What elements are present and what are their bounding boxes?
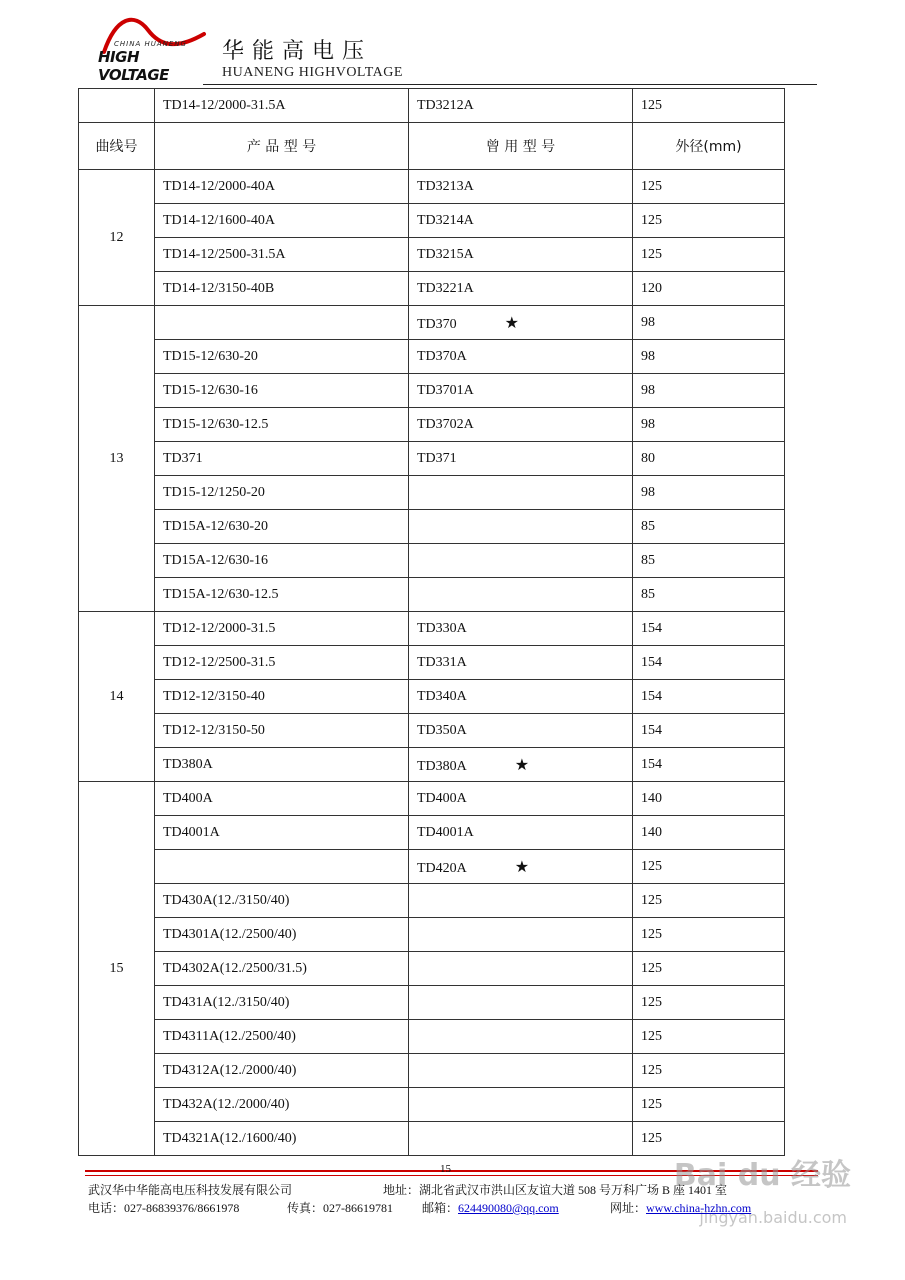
diameter-cell: 140 [633, 816, 785, 850]
model-cell: TD371 [155, 442, 409, 476]
old-model-cell [409, 1054, 633, 1088]
model-cell: TD15A-12/630-20 [155, 510, 409, 544]
model-cell: TD14-12/2000-40A [155, 170, 409, 204]
table-row [79, 646, 785, 680]
table-row [79, 476, 785, 510]
table-row [79, 442, 785, 476]
old-model-text: TD3702A [417, 416, 474, 432]
model-cell: TD12-12/2500-31.5 [155, 646, 409, 680]
old-model-text: TD340A [417, 688, 467, 704]
model-cell: TD431A(12./3150/40) [155, 986, 409, 1020]
star-icon: ★ [514, 858, 530, 876]
old-model-cell [409, 476, 633, 510]
curve-cell: 13 [79, 306, 155, 612]
diameter-cell: 125 [633, 170, 785, 204]
model-cell: TD14-12/3150-40B [155, 272, 409, 306]
old-model-cell [409, 340, 633, 374]
diameter-cell: 125 [633, 986, 785, 1020]
model-cell: TD12-12/3150-40 [155, 680, 409, 714]
header-model: 产 品 型 号 [155, 123, 409, 170]
logo-small-text: CHINA HUANENG [114, 40, 187, 48]
diameter-cell: 125 [633, 238, 785, 272]
footer-company: 武汉华中华能高电压科技发展有限公司 [88, 1183, 293, 1197]
old-model-cell [409, 442, 633, 476]
table-row [79, 884, 785, 918]
old-model-text: TD3213A [417, 178, 474, 194]
table-row [79, 612, 785, 646]
model-cell [155, 306, 409, 340]
table-row [79, 1088, 785, 1122]
old-model-cell [409, 510, 633, 544]
diameter-cell: 125 [633, 204, 785, 238]
old-model-cell [409, 1122, 633, 1156]
diameter-cell: 98 [633, 306, 785, 340]
table-row [79, 680, 785, 714]
model-cell: TD12-12/3150-50 [155, 714, 409, 748]
diameter-cell: 154 [633, 748, 785, 782]
old-model-text: TD3221A [417, 280, 474, 296]
email-label: 邮箱： [422, 1201, 459, 1215]
star-icon: ★ [514, 756, 530, 774]
diameter-cell: 125 [633, 884, 785, 918]
product-table [78, 88, 785, 1156]
model-cell: TD430A(12./3150/40) [155, 884, 409, 918]
old-model-cell [409, 952, 633, 986]
footer-fax: 传真：027-86619781 [287, 1201, 393, 1215]
table-row [79, 170, 785, 204]
company-name-en: HUANENG HIGHVOLTAGE [222, 65, 403, 80]
diameter-cell: 140 [633, 782, 785, 816]
model-cell: TD4321A(12./1600/40) [155, 1122, 409, 1156]
header-divider [203, 84, 817, 85]
watermark-logo: Bai du 经验 [673, 1158, 851, 1193]
model-cell: TD12-12/2000-31.5 [155, 612, 409, 646]
table-row [79, 748, 785, 782]
curve-cell: 12 [79, 170, 155, 306]
old-model-text: TD380A [417, 758, 467, 774]
header-curve: 曲线号 [79, 123, 155, 170]
diameter-cell: 85 [633, 510, 785, 544]
header-diameter: 外径(mm) [633, 123, 785, 170]
old-model-cell [409, 680, 633, 714]
old-model-text: TD371 [417, 450, 457, 466]
table-row [79, 340, 785, 374]
diameter-cell: 154 [633, 680, 785, 714]
table-row [79, 408, 785, 442]
diameter-cell: 125 [633, 952, 785, 986]
table-row [79, 714, 785, 748]
diameter-cell: 125 [633, 850, 785, 884]
watermark-url: jingyan.baidu.com [699, 1208, 847, 1227]
old-model-cell [409, 204, 633, 238]
curve-cell [79, 89, 155, 123]
page-header [0, 0, 905, 90]
header-old-model: 曾 用 型 号 [409, 123, 633, 170]
table-row [79, 306, 785, 340]
old-model-cell [409, 850, 633, 884]
model-cell: TD380A [155, 748, 409, 782]
old-model-cell [409, 918, 633, 952]
old-model-cell [409, 612, 633, 646]
model-cell: TD15A-12/630-12.5 [155, 578, 409, 612]
old-model-cell: TD3212A [409, 89, 633, 123]
old-model-cell [409, 714, 633, 748]
model-cell: TD4311A(12./2500/40) [155, 1020, 409, 1054]
old-model-cell [409, 646, 633, 680]
table-row [79, 952, 785, 986]
table-row [79, 850, 785, 884]
footer-email [422, 1199, 559, 1216]
model-cell: TD15-12/630-20 [155, 340, 409, 374]
web-link[interactable]: www.china-hzhn.com [646, 1201, 752, 1215]
old-model-text: TD400A [417, 790, 467, 806]
diameter-cell: 154 [633, 612, 785, 646]
old-model-cell [409, 374, 633, 408]
table-row [79, 272, 785, 306]
model-cell: TD15-12/1250-20 [155, 476, 409, 510]
diameter-cell: 80 [633, 442, 785, 476]
model-cell: TD4001A [155, 816, 409, 850]
table-row [79, 374, 785, 408]
old-model-text: TD370A [417, 348, 467, 364]
diameter-cell: 154 [633, 714, 785, 748]
curve-cell: 14 [79, 612, 155, 782]
table-row [79, 510, 785, 544]
old-model-cell [409, 748, 633, 782]
company-name-cn: 华能高电压 [222, 39, 373, 64]
old-model-text: TD331A [417, 654, 467, 670]
diameter-cell: 125 [633, 918, 785, 952]
table-row [79, 918, 785, 952]
model-cell: TD4301A(12./2500/40) [155, 918, 409, 952]
diameter-cell: 120 [633, 272, 785, 306]
old-model-text: TD370 [417, 316, 457, 332]
model-cell: TD15-12/630-16 [155, 374, 409, 408]
old-model-text: TD350A [417, 722, 467, 738]
old-model-cell [409, 884, 633, 918]
model-cell: TD400A [155, 782, 409, 816]
diameter-cell: 98 [633, 408, 785, 442]
old-model-cell [409, 238, 633, 272]
diameter-cell: 125 [633, 1020, 785, 1054]
model-cell: TD14-12/1600-40A [155, 204, 409, 238]
old-model-cell [409, 578, 633, 612]
model-cell: TD14-12/2500-31.5A [155, 238, 409, 272]
old-model-text: TD330A [417, 620, 467, 636]
table-header-row [79, 123, 785, 170]
old-model-text: TD3214A [417, 212, 474, 228]
model-cell: TD4302A(12./2500/31.5) [155, 952, 409, 986]
diameter-cell: 85 [633, 544, 785, 578]
diameter-cell: 98 [633, 374, 785, 408]
diameter-cell: 98 [633, 340, 785, 374]
old-model-text: TD3701A [417, 382, 474, 398]
footer-address: 地址：湖北省武汉市洪山区友谊大道 508 号万科广场 B 座 1401 室 [383, 1183, 728, 1197]
model-cell: TD14-12/2000-31.5A [155, 89, 409, 123]
table-row [79, 544, 785, 578]
diameter-cell: 98 [633, 476, 785, 510]
company-logo [96, 12, 214, 84]
diameter-cell: 125 [633, 1122, 785, 1156]
diameter-cell: 125 [633, 1054, 785, 1088]
diameter-cell: 154 [633, 646, 785, 680]
old-model-cell [409, 816, 633, 850]
diameter-cell: 125 [633, 89, 785, 123]
table-row [79, 816, 785, 850]
table-row [79, 1020, 785, 1054]
table-row [79, 1054, 785, 1088]
email-link[interactable]: 624490080@qq.com [458, 1201, 559, 1215]
old-model-cell [409, 306, 633, 340]
diameter-cell: 125 [633, 1088, 785, 1122]
table-row [79, 238, 785, 272]
table-row [79, 204, 785, 238]
old-model-text: TD4001A [417, 824, 474, 840]
diameter-cell: 85 [633, 578, 785, 612]
old-model-cell [409, 544, 633, 578]
table-row [79, 89, 785, 123]
table-row [79, 782, 785, 816]
model-cell: TD4312A(12./2000/40) [155, 1054, 409, 1088]
logo-big-text: HIGH VOLTAGE [98, 48, 169, 84]
old-model-cell [409, 782, 633, 816]
old-model-text: TD3215A [417, 246, 474, 262]
model-cell: TD15A-12/630-16 [155, 544, 409, 578]
old-model-cell [409, 1088, 633, 1122]
model-cell [155, 850, 409, 884]
web-label: 网址： [610, 1201, 647, 1215]
table-row [79, 986, 785, 1020]
curve-cell: 15 [79, 782, 155, 1156]
model-cell: TD432A(12./2000/40) [155, 1088, 409, 1122]
page-number: 15 [440, 1163, 451, 1175]
table-row [79, 578, 785, 612]
star-icon: ★ [504, 314, 520, 332]
old-model-cell [409, 986, 633, 1020]
old-model-cell [409, 408, 633, 442]
old-model-cell [409, 170, 633, 204]
old-model-text: TD420A [417, 860, 467, 876]
footer-phone: 电话：027-86839376/8661978 [88, 1201, 240, 1215]
old-model-cell [409, 272, 633, 306]
model-cell: TD15-12/630-12.5 [155, 408, 409, 442]
old-model-cell [409, 1020, 633, 1054]
